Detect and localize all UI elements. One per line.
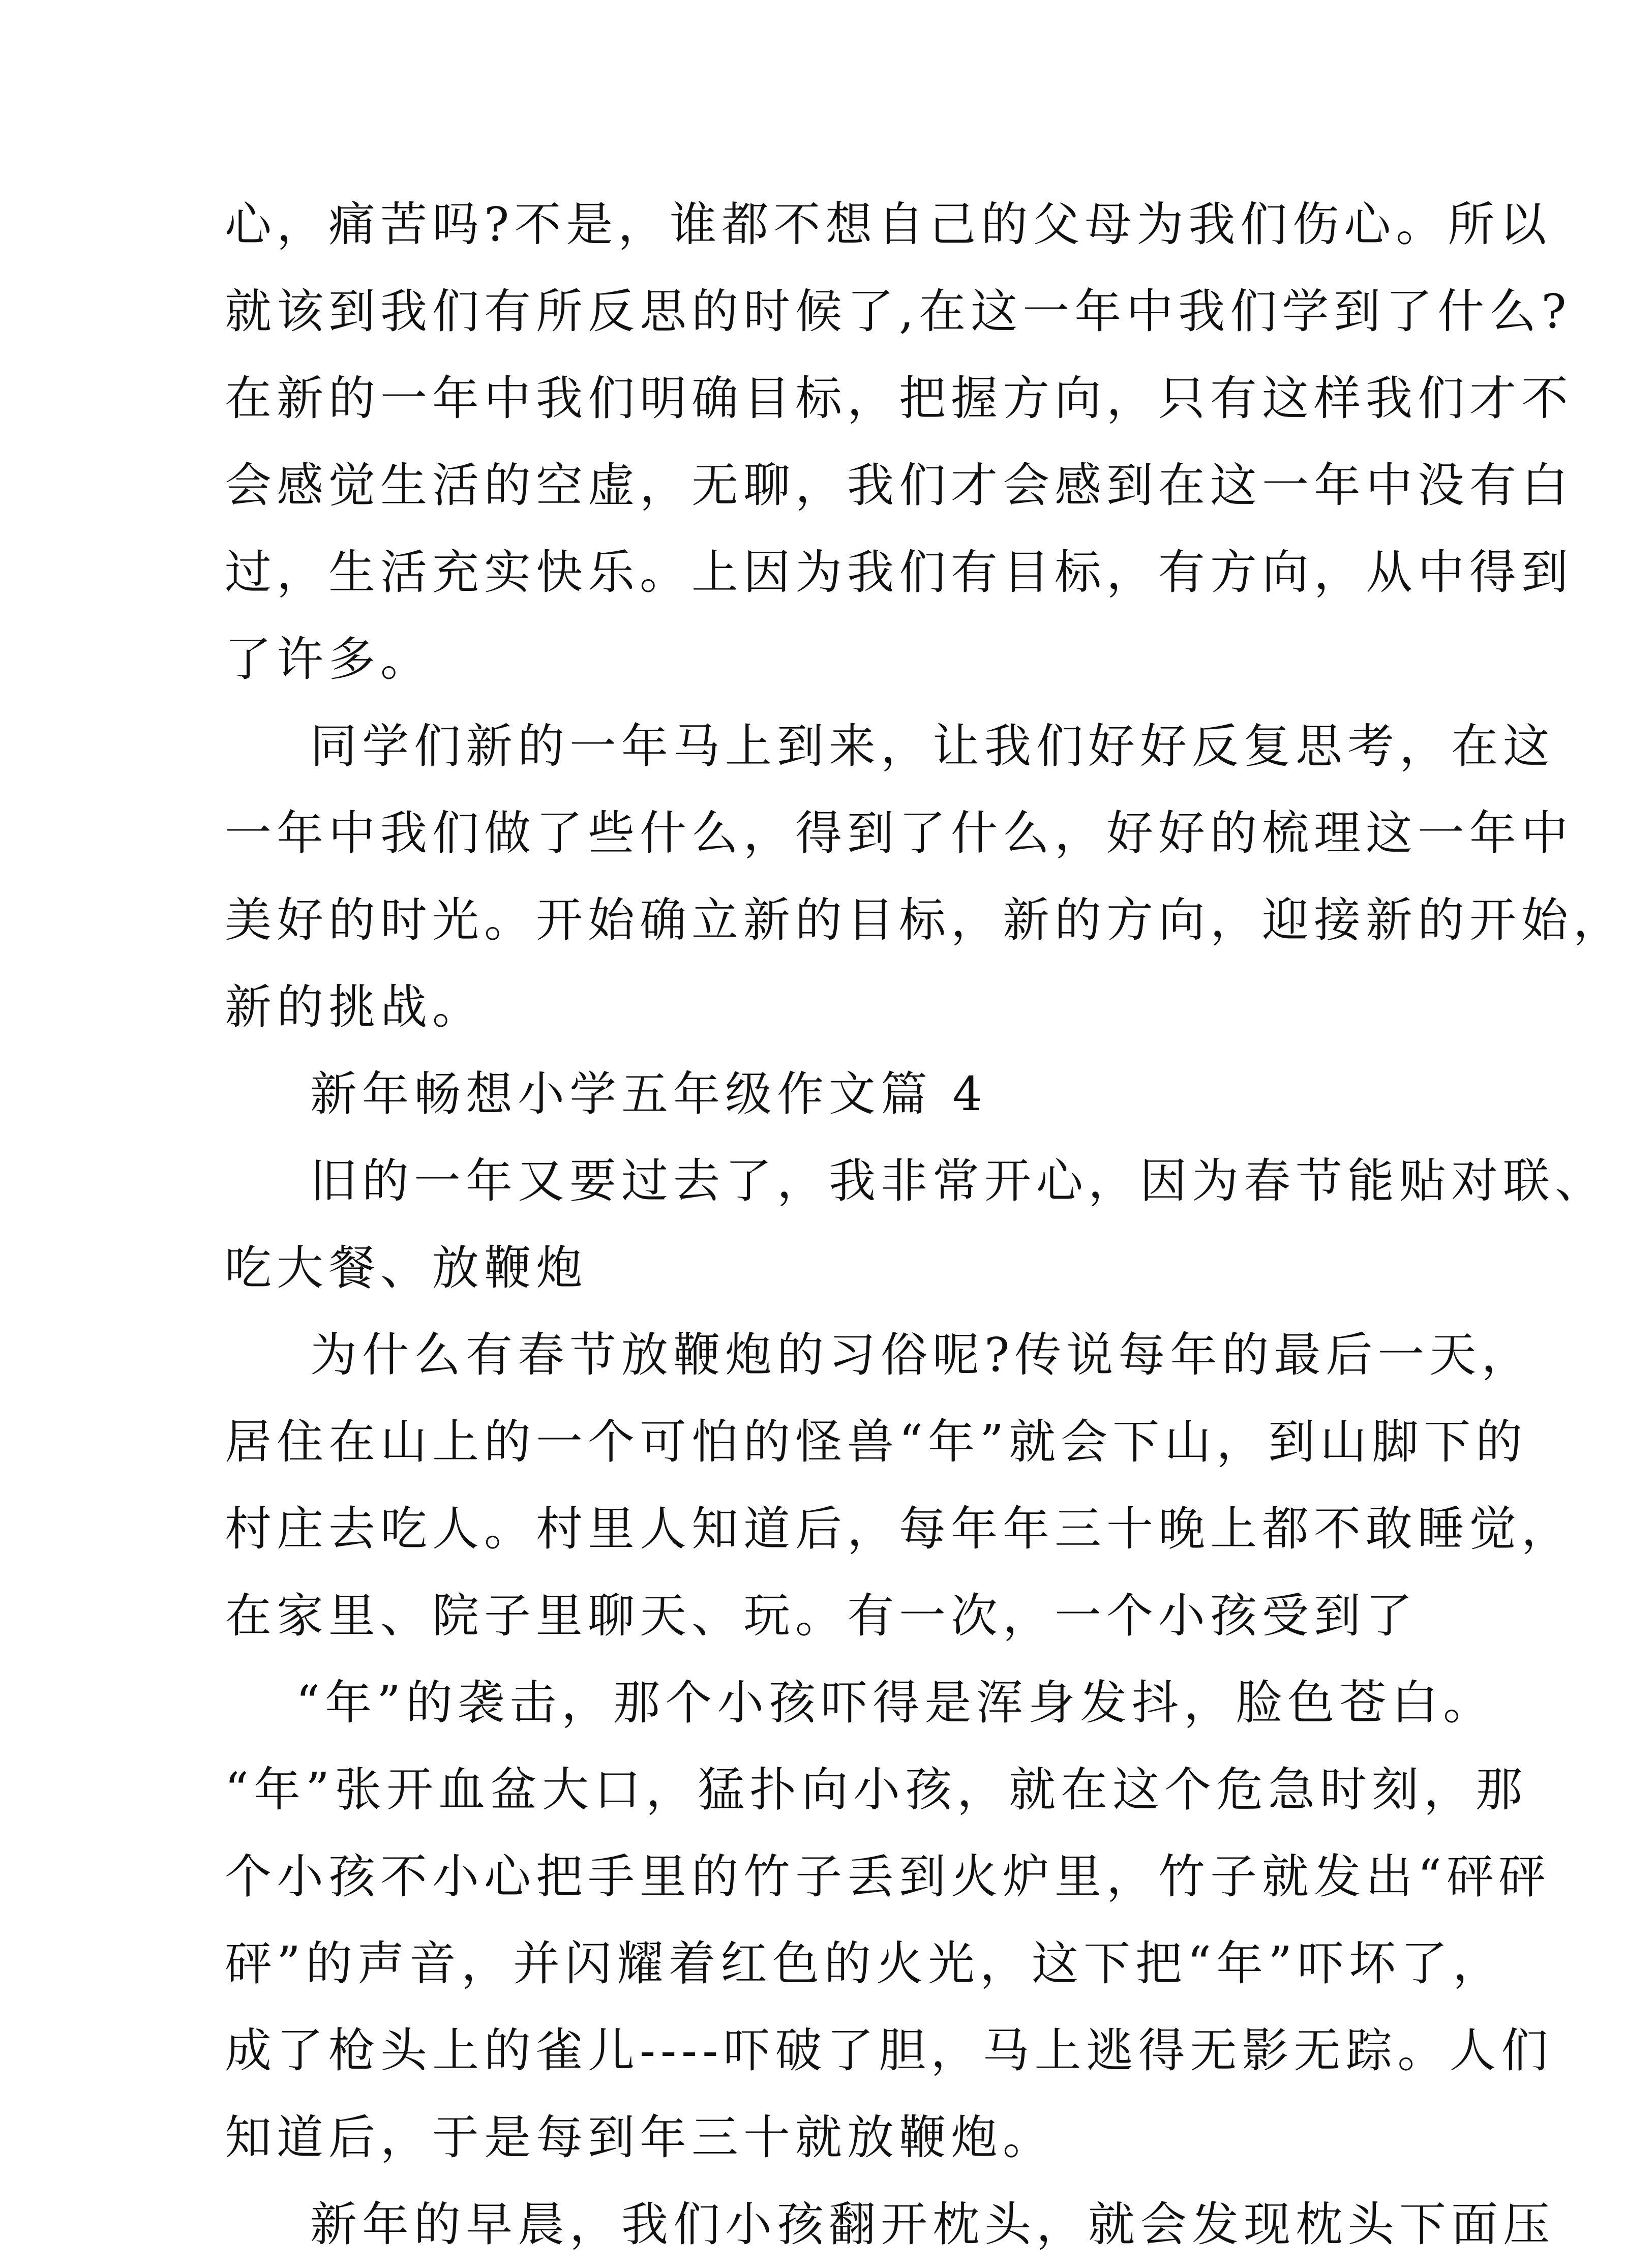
- paragraph-start-line: 为什么有春节放鞭炮的习俗呢?传说每年的最后一天，: [310, 1328, 1533, 1382]
- paragraph-start-line: 旧的一年又要过去了，我非常开心，因为春节能贴对联、: [310, 1154, 1607, 1208]
- text-line: 个小孩不小心把手里的竹子丢到火炉里，竹子就发出“砰砰: [225, 1849, 1551, 1904]
- text-line: 在家里、院子里聊天、玩。有一次，一个小孩受到了: [225, 1589, 1418, 1643]
- text-line: 过，生活充实快乐。上因为我们有目标，有方向，从中得到: [225, 545, 1574, 600]
- text-line: 村庄去吃人。村里人知道后，每年年三十晚上都不敢睡觉，: [225, 1502, 1574, 1556]
- text-line: 居住在山上的一个可怕的怪兽“年”就会下山，到山脚下的: [225, 1415, 1528, 1469]
- paragraph-start-line: 同学们新的一年马上到来，让我们好好反复思考，在这: [310, 719, 1555, 773]
- text-line: 吃大餐、放鞭炮: [225, 1241, 588, 1295]
- text-line: 知道后，于是每到年三十就放鞭炮。: [225, 2110, 1055, 2165]
- paragraph-start-line: 新年的早晨，我们小孩翻开枕头，就会发现枕头下面压: [310, 2197, 1555, 2252]
- text-line: 成了枪头上的雀儿----吓破了胆，马上逃得无影无踪。人们: [225, 2023, 1553, 2078]
- text-line: 新的挑战。: [225, 980, 485, 1034]
- text-line: 了许多。: [225, 632, 433, 687]
- paragraph-start-line: “年”的袭击，那个小孩吓得是浑身发抖，脸色苍白。: [296, 1676, 1495, 1730]
- text-line: 美好的时光。开始确立新的目标，新的方向，迎接新的开始，: [225, 893, 1625, 947]
- text-line: 砰”的声音，并闪耀着红色的火光，这下把“年”吓坏了，: [225, 1936, 1505, 1991]
- text-line: 就该到我们有所反思的时候了,在这一年中我们学到了什么?: [225, 284, 1572, 339]
- section-heading: 新年畅想小学五年级作文篇 4: [310, 1067, 987, 1121]
- text-line: 心，痛苦吗?不是，谁都不想自己的父母为我们伤心。所以: [225, 197, 1552, 252]
- text-line: “年”张开血盆大口，猛扑向小孩，就在这个危急时刻，那: [225, 1763, 1528, 1817]
- text-line: 一年中我们做了些什么，得到了什么，好好的梳理这一年中: [225, 806, 1574, 860]
- text-line: 在新的一年中我们明确目标，把握方向，只有这样我们才不: [225, 371, 1574, 426]
- body-text: [225, 181, 1625, 2268]
- text-line: 会感觉生活的空虚，无聊，我们才会感到在这一年中没有白: [225, 458, 1574, 513]
